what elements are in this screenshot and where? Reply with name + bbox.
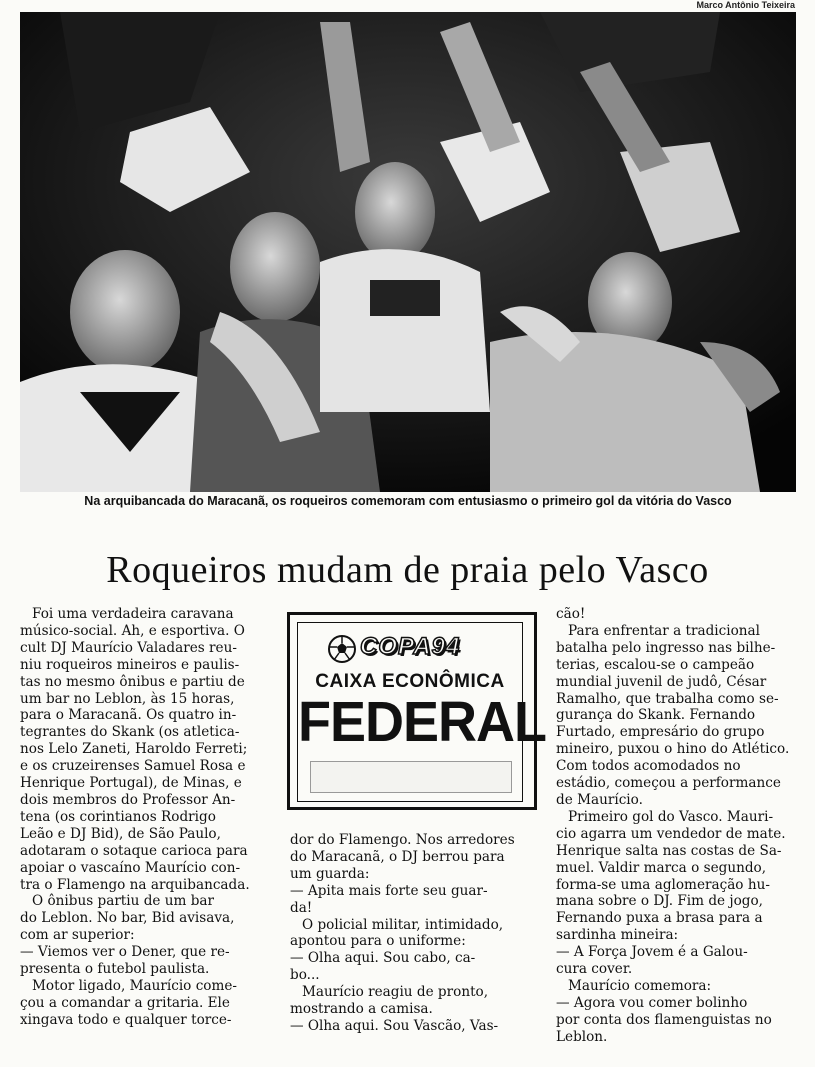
text-line: O ônibus partiu de um bar (32, 893, 215, 910)
text-line: Primeiro gol do Vasco. Mauri- (568, 808, 774, 825)
text-line: Furtado, empresário do grupo (556, 724, 765, 741)
ad-federal-text: FEDERAL (298, 690, 546, 754)
text-line: tena (os corintianos Rodrigo (20, 808, 216, 825)
text-line: de Maurício. (556, 791, 643, 808)
text-line: Henrique salta nas costas de Sa- (556, 842, 782, 859)
photo-caption: Na arquibancada do Maracanã, os roqueiros comemoram com entusiasmo o primeiro gol da vitória do Vasco (84, 494, 732, 508)
text-line: e os cruzeirenses Samuel Rosa e (20, 758, 246, 775)
headline: Roqueiros mudam de praia pelo Vasco (106, 549, 709, 591)
ad-caixa-text: CAIXA ECONÔMICA (315, 671, 505, 692)
ad-copa-text: COPA94 (360, 633, 461, 660)
text-line: mostrando a camisa. (290, 1001, 433, 1018)
ad-logo (318, 631, 518, 665)
text-line: Leão e DJ Bid), de São Paulo, (20, 825, 221, 842)
text-line: — Agora vou comer bolinho (556, 994, 748, 1011)
text-line: nos Lelo Zaneti, Haroldo Ferreti; (20, 741, 248, 758)
text-line: — Apita mais forte seu guar- (290, 882, 488, 899)
copa94-advertisement (287, 612, 546, 810)
article-column-2 (290, 832, 540, 1035)
crowd-photo (20, 12, 796, 492)
text-line: batalha pelo ingresso nas bilhe- (556, 639, 776, 656)
text-line: Ramalho, que trabalha como se- (556, 690, 779, 707)
text-line: tegrantes do Skank (os atletica- (20, 724, 240, 741)
text-line: cult DJ Maurício Valadares reu- (20, 639, 237, 656)
text-line: presenta o futebol paulista. (20, 961, 210, 978)
text-line: um bar no Leblon, às 15 horas, (20, 690, 235, 707)
text-line: muel. Valdir marca o segundo, (556, 859, 767, 876)
text-line: xingava todo e qualquer torce- (20, 1011, 232, 1028)
text-line: cio agarra um vendedor de mate. (556, 825, 786, 842)
text-line: Com todos acomodados no (556, 758, 741, 775)
text-line: — Olha aqui. Sou Vascão, Vas- (290, 1017, 499, 1034)
text-line: adotaram o sotaque carioca para (20, 842, 248, 859)
text-line: bo... (290, 967, 320, 984)
text-line: gurança do Skank. Fernando (556, 707, 756, 724)
text-line: — Olha aqui. Sou cabo, ca- (290, 950, 476, 967)
text-line: çou a comandar a gritaria. Ele (20, 994, 230, 1011)
text-line: Motor ligado, Maurício come- (32, 977, 238, 994)
text-line: mana sobre o DJ. Fim de jogo, (556, 893, 764, 910)
text-line: estádio, começou a performance (556, 775, 781, 792)
text-line: niu roqueiros mineiros e paulis- (20, 656, 240, 673)
text-line: do Maracanã, o DJ berrou para (290, 848, 505, 865)
text-line: Maurício reagiu de pronto, (302, 984, 489, 1001)
soccer-ball-icon (328, 635, 356, 663)
text-line: Henrique Portugal), de Minas, e (20, 775, 242, 792)
text-line: O policial militar, intimidado, (302, 916, 504, 933)
text-line: da! (290, 899, 313, 916)
text-line: mundial juvenil de judô, César (556, 673, 767, 690)
text-line: Leblon. (556, 1028, 608, 1045)
ad-blank-box (310, 761, 512, 793)
text-line: com ar superior: (20, 927, 135, 944)
text-line: tas no mesmo ônibus e partiu de (20, 673, 245, 690)
photo-credit: Marco Antônio Teixeira (696, 0, 795, 10)
text-line: Maurício comemora: (568, 977, 712, 994)
text-line: — Viemos ver o Dener, que re- (20, 944, 230, 961)
text-line: dor do Flamengo. Nos arredores (290, 832, 515, 848)
text-line: Para enfrentar a tradicional (568, 622, 760, 639)
text-line: um guarda: (290, 865, 370, 882)
text-line: cura cover. (556, 961, 633, 978)
text-line: tra o Flamengo na arquibancada. (20, 876, 250, 893)
text-line: apontou para o uniforme: (290, 933, 466, 950)
text-line: terias, escalou-se o campeão (556, 656, 755, 673)
text-line: sardinha mineira: (556, 927, 679, 944)
text-line: músico-social. Ah, e esportiva. O (20, 622, 245, 639)
text-line: por conta dos flamenguistas no (556, 1011, 772, 1028)
article-column-1 (20, 606, 270, 1029)
text-line: do Leblon. No bar, Bid avisava, (20, 910, 235, 927)
text-line: — A Força Jovem é a Galou- (556, 944, 748, 961)
text-line: Fernando puxa a brasa para a (556, 910, 763, 927)
text-line: dois membros do Professor An- (20, 791, 236, 808)
text-line: Foi uma verdadeira caravana (32, 606, 234, 622)
text-line: forma-se uma aglomeração hu- (556, 876, 770, 893)
text-line: apoiar o vascaíno Maurício con- (20, 859, 241, 876)
text-line: mineiro, puxou o hino do Atlético. (556, 741, 790, 758)
ad-frame (297, 622, 546, 802)
text-line: cão! (556, 606, 586, 622)
article-column-3 (556, 606, 806, 1046)
text-line: para o Maracanã. Os quatro in- (20, 707, 237, 724)
